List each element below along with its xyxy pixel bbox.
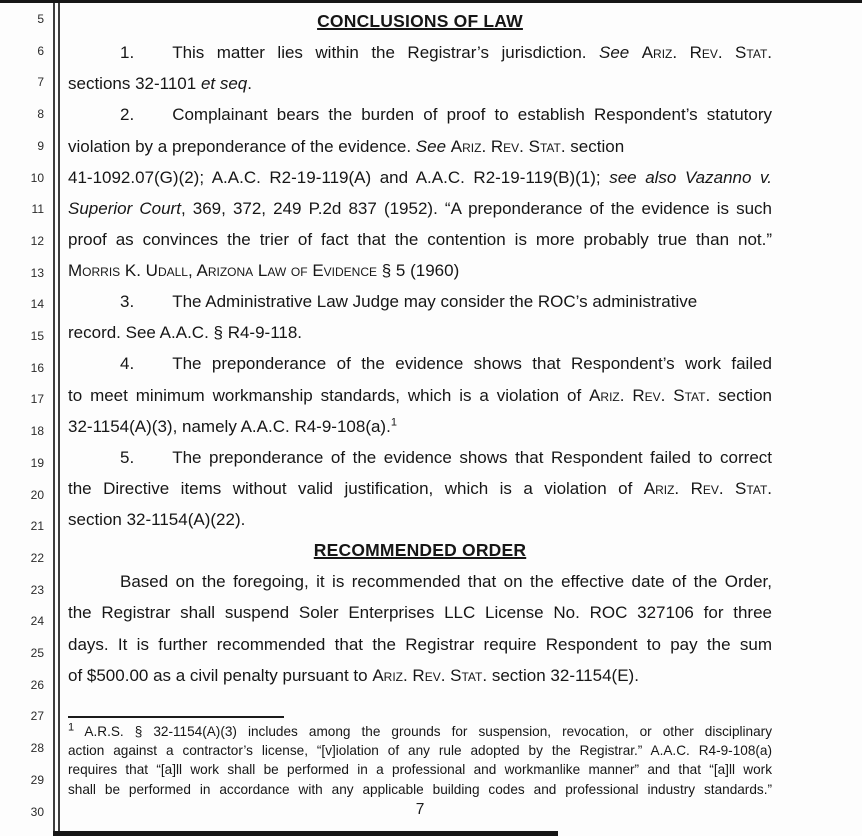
text-segment: The Administrative Law Judge may consider the ROC’s administrative bbox=[172, 292, 698, 312]
line-number-gutter bbox=[0, 3, 48, 836]
line-number: 14 bbox=[30, 297, 44, 312]
text-line bbox=[68, 162, 772, 193]
line-number: 23 bbox=[30, 582, 44, 597]
footnote-line bbox=[68, 741, 772, 760]
text-segment: proof as convinces the trier of fact that the contention is more probably true than not.” bbox=[68, 229, 772, 249]
text-segment: The preponderance of the evidence shows that Respondent’s work failed bbox=[172, 354, 772, 374]
text-segment: Ariz. Rev. Stat. bbox=[589, 385, 711, 405]
text-line bbox=[68, 597, 772, 628]
text-segment: 1. bbox=[120, 43, 135, 63]
line-number: 15 bbox=[30, 329, 44, 343]
footnote-reference: 1 bbox=[390, 415, 397, 428]
bottom-margin-line bbox=[53, 831, 558, 836]
text-segment: the Directive items without valid justification, which is a violation of bbox=[68, 478, 644, 498]
text-segment: shall be performed in accordance with any applicable building codes and professional industry standards.” bbox=[68, 781, 772, 797]
left-margin-double-rule bbox=[53, 3, 60, 836]
footnote-separator bbox=[68, 716, 284, 718]
text-segment: 5. bbox=[120, 447, 135, 467]
line-number: 17 bbox=[30, 392, 44, 407]
line-number: 10 bbox=[30, 170, 44, 185]
footnote-line bbox=[68, 760, 772, 779]
text-line bbox=[68, 629, 772, 660]
text-segment: section bbox=[565, 136, 625, 156]
text-line bbox=[68, 99, 772, 130]
text-segment: Ariz. Rev. Stat. bbox=[372, 665, 488, 685]
line-number: 29 bbox=[30, 772, 44, 787]
line-number: 12 bbox=[30, 233, 44, 248]
text-segment: 2. bbox=[120, 105, 135, 125]
line-number: 28 bbox=[30, 741, 44, 756]
line-number: 5 bbox=[37, 12, 44, 26]
text-segment: Based on the foregoing, it is recommended that on the effective date of the Order, bbox=[120, 572, 772, 592]
text-segment: days. It is further recommended that the Registrar require Respondent to pay the sum bbox=[68, 634, 772, 654]
text-segment: 41-1092.07(G)(2); A.A.C. R2-19-119(A) and A.A.C. R2-19-119(B)(1); bbox=[68, 167, 610, 187]
text-line bbox=[68, 224, 772, 255]
body-text-lines bbox=[68, 6, 772, 691]
text-segment: requires that “[a]ll work shall be performed in a professional and workmanlike manner” and that “[a]ll work bbox=[68, 762, 772, 778]
text-segment: see also Vazanno v. bbox=[609, 167, 772, 187]
footnote-line bbox=[68, 780, 772, 799]
text-line bbox=[68, 193, 772, 224]
text-segment: record. See A.A.C. § R4-9-118. bbox=[68, 323, 303, 343]
line-number: 19 bbox=[30, 455, 44, 470]
text-segment: , 369, 372, 249 P.2d 837 (1952). “A preponderance of the evidence is such bbox=[180, 198, 772, 218]
line-number: 7 bbox=[37, 75, 44, 90]
text-segment: A.R.S. § 32-1154(A)(3) includes among the grounds for suspension, revocation, or other disciplinary bbox=[74, 723, 772, 739]
text-segment: the Registrar shall suspend Soler Enterprises LLC License No. ROC 327106 for three bbox=[68, 603, 772, 623]
text-segment: See bbox=[598, 43, 630, 63]
line-number: 22 bbox=[30, 550, 44, 565]
line-number: 27 bbox=[30, 709, 44, 724]
text-segment: 3. bbox=[120, 292, 135, 312]
text-line bbox=[68, 348, 772, 379]
line-number: 26 bbox=[30, 677, 44, 692]
line-number: 20 bbox=[30, 487, 44, 502]
page-number: 7 bbox=[415, 800, 425, 818]
text-segment bbox=[629, 43, 641, 62]
text-line bbox=[68, 566, 772, 597]
text-line bbox=[68, 504, 772, 535]
text-segment: RECOMMENDED ORDER bbox=[313, 540, 527, 561]
text-line bbox=[68, 131, 772, 162]
text-segment: The preponderance of the evidence shows that Respondent failed to correct bbox=[172, 447, 772, 467]
line-number: 21 bbox=[30, 519, 44, 534]
text-segment: . bbox=[247, 74, 252, 94]
text-segment: violation by a preponderance of the evidence. bbox=[68, 136, 416, 156]
text-segment: Morris K. Udall, Arizona Law of Evidence bbox=[68, 261, 378, 280]
line-number: 6 bbox=[37, 43, 44, 58]
line-number: 25 bbox=[30, 646, 44, 660]
line-number: 11 bbox=[31, 202, 44, 217]
text-segment: Ariz. Rev. Stat. bbox=[450, 136, 566, 156]
text-line bbox=[68, 473, 772, 504]
line-number: 13 bbox=[30, 265, 44, 280]
footnote-line bbox=[68, 722, 772, 741]
text-line bbox=[68, 6, 772, 37]
text-line bbox=[68, 286, 772, 317]
text-line bbox=[68, 442, 772, 473]
text-segment: section 32-1154(E). bbox=[487, 665, 639, 685]
text-segment: of $500.00 as a civil penalty pursuant to bbox=[68, 665, 373, 685]
text-segment: 32-1154(A)(3), namely A.A.C. R4-9-108(a). bbox=[68, 416, 391, 436]
footnote-reference: 1 bbox=[68, 721, 75, 734]
text-line bbox=[68, 660, 772, 691]
text-segment: This matter lies within the Registrar’s jurisdiction. bbox=[172, 43, 599, 63]
line-number: 16 bbox=[30, 360, 44, 375]
text-segment: See bbox=[415, 136, 447, 156]
text-line bbox=[68, 411, 772, 442]
line-number: 9 bbox=[37, 138, 44, 153]
text-line bbox=[68, 535, 772, 566]
text-line bbox=[68, 380, 772, 411]
text-line bbox=[68, 68, 772, 99]
text-segment: to meet minimum workmanship standards, which is a violation of bbox=[68, 385, 590, 405]
line-number: 8 bbox=[37, 107, 44, 122]
document-text-area bbox=[68, 3, 772, 836]
line-number: 30 bbox=[30, 804, 44, 819]
footnote-text bbox=[68, 722, 772, 799]
text-segment: Ariz. Rev. Stat. bbox=[641, 43, 772, 63]
text-segment: sections 32-1101 bbox=[68, 74, 201, 94]
text-segment: section bbox=[710, 385, 772, 405]
line-number: 18 bbox=[30, 424, 44, 439]
text-line bbox=[68, 255, 772, 286]
text-line bbox=[68, 317, 772, 348]
text-segment: section 32-1154(A)(22). bbox=[68, 510, 246, 529]
text-segment: Complainant bears the burden of proof to establish Respondent’s statutory bbox=[172, 105, 772, 125]
text-segment: Ariz. Rev. Stat. bbox=[643, 478, 772, 498]
text-segment: action against a contractor’s license, “[v]iolation of any rule adopted by the Registrar.” A.A.C. R4-9-108(a) bbox=[68, 743, 772, 759]
text-segment: CONCLUSIONS OF LAW bbox=[317, 11, 523, 31]
text-segment: et seq bbox=[200, 74, 248, 94]
text-segment: 4. bbox=[120, 354, 135, 374]
line-number: 24 bbox=[30, 614, 44, 629]
text-segment: § 5 (1960) bbox=[377, 261, 460, 280]
text-segment: Superior Court bbox=[68, 198, 181, 218]
text-line bbox=[68, 37, 772, 68]
